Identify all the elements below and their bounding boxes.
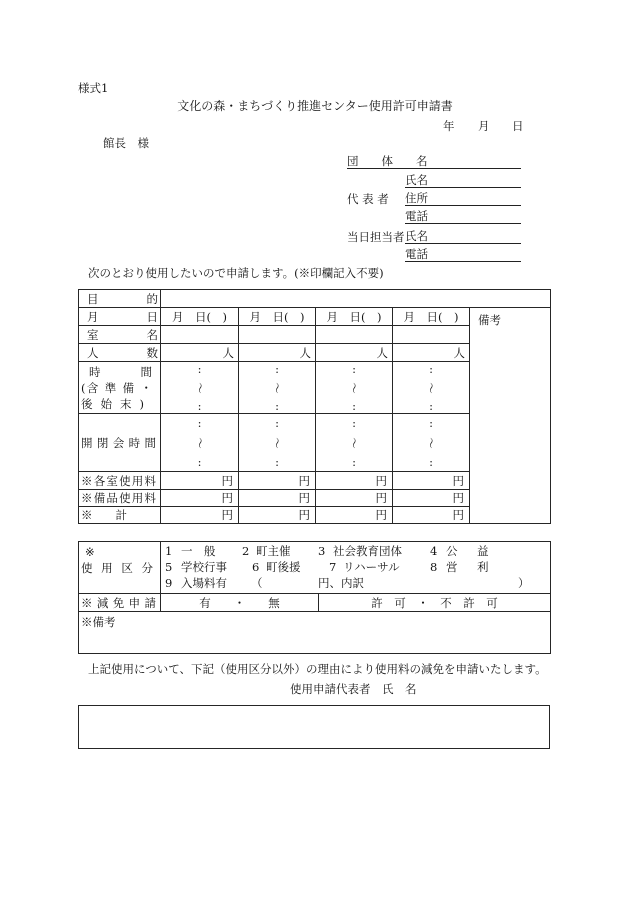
end-time-separator: : [275, 399, 279, 413]
time-range [161, 414, 238, 471]
range-mark: 〜 [192, 381, 207, 394]
range-mark: 〜 [347, 381, 361, 394]
usage-remarks-label: ※備考 [81, 615, 116, 629]
purpose-label: 目 的 [79, 290, 161, 308]
start-time-separator: : [197, 416, 202, 430]
usage-remarks-cell [79, 612, 551, 654]
start-time-separator: : [197, 362, 202, 376]
end-time-separator: : [275, 455, 279, 469]
room-fee-cell: 円 [239, 472, 316, 490]
open-close-cell [393, 414, 470, 472]
exemption-choice: 有 ・ 無 [161, 594, 319, 612]
equipment-fee-label: ※備品使用料 [79, 490, 161, 507]
exemption-statement: 上記使用について、下記（使用区分以外）の理由により使用料の減免を申請いたします。 [88, 662, 547, 676]
time-range [393, 414, 469, 471]
option-admission-fee: 入場料有 [181, 576, 227, 590]
start-time-separator: : [352, 362, 356, 376]
date-row [79, 308, 551, 326]
option-number: 1 [165, 544, 173, 558]
option-number: 5 [165, 560, 173, 574]
usage-time-label: 時 間 [89, 364, 152, 379]
option-commercial: 営 利 [446, 560, 493, 574]
total-cell: 円 [161, 507, 239, 524]
time-range [239, 362, 315, 413]
remarks-cell [470, 308, 551, 524]
form-number: 様式1 [78, 81, 109, 95]
addressee: 館長 様 [103, 136, 149, 150]
equipment-fee-cell: 円 [161, 490, 239, 507]
room-cell [316, 326, 393, 344]
onsite-phone-field [405, 247, 521, 262]
total-cell: 円 [316, 507, 393, 524]
usage-time-label-note: 後 始 末 ) [81, 396, 144, 411]
open-close-cell [161, 414, 239, 472]
option-public-interest: 公 益 [446, 544, 493, 558]
exemption-label: ※減免申請 [79, 594, 161, 612]
start-time-separator: : [429, 362, 433, 376]
room-fee-label: ※各室使用料 [79, 472, 161, 490]
option-general: 一 般 [181, 544, 216, 558]
usage-category-label-cell [79, 542, 161, 594]
start-time-separator: : [352, 416, 356, 430]
rep-phone-label: 電話 [405, 209, 428, 223]
option-number: 8 [430, 560, 438, 574]
usage-options [161, 542, 550, 593]
room-label: 室 名 [79, 326, 161, 344]
equipment-fee-cell: 円 [393, 490, 470, 507]
date-cell: 月 日( ) [161, 308, 239, 326]
option-number: 4 [430, 544, 438, 558]
option-social-education-group: 社会教育団体 [333, 544, 402, 558]
time-range [316, 414, 392, 471]
purpose-row [79, 290, 551, 308]
usage-time-label-note: (含 準 備 ・ [81, 380, 152, 395]
option-rehearsal: リハーサル [343, 560, 400, 574]
onsite-phone-label: 電話 [405, 247, 428, 261]
representative-label: 代 表 者 [347, 192, 389, 206]
exemption-row [79, 594, 551, 612]
purpose-field [161, 290, 551, 308]
range-mark: 〜 [347, 436, 361, 449]
remarks-label: 備考 [478, 313, 501, 327]
date-cell: 月 日( ) [316, 308, 393, 326]
admission-open-paren: （ [251, 576, 263, 590]
start-time-separator: : [429, 416, 433, 430]
range-mark: 〜 [424, 381, 438, 394]
form-title: 文化の森・まちづくり推進センター使用許可申請書 [177, 99, 453, 113]
option-town-sponsored: 町後援 [266, 560, 301, 574]
end-time-separator: : [197, 455, 202, 469]
schedule-table [78, 289, 551, 524]
onsite-name-field [405, 229, 521, 244]
date-cell: 月 日( ) [393, 308, 470, 326]
equipment-fee-cell: 円 [239, 490, 316, 507]
equipment-fee-cell: 円 [316, 490, 393, 507]
rep-phone-field [405, 209, 521, 224]
range-mark: 〜 [270, 381, 284, 394]
total-label: ※ 計 [79, 507, 161, 524]
usage-time-cell [239, 362, 316, 414]
intro-text: 次のとおり使用したいので申請します。(※印欄記入不要) [88, 266, 384, 280]
rep-address-label: 住所 [405, 191, 428, 205]
end-time-separator: : [352, 455, 356, 469]
usage-time-cell [161, 362, 239, 414]
option-number: 2 [242, 544, 250, 558]
usage-time-cell [316, 362, 393, 414]
room-cell [239, 326, 316, 344]
open-close-label: 開閉会時間 [79, 414, 161, 472]
usage-mark: ※ [85, 545, 95, 559]
option-number: 3 [318, 544, 326, 558]
date-label: 月 日 [79, 308, 161, 326]
usage-category-row [79, 542, 551, 594]
option-number: 7 [329, 560, 337, 574]
room-fee-cell: 円 [393, 472, 470, 490]
end-time-separator: : [197, 399, 202, 413]
time-range [393, 362, 469, 413]
rep-address-field [405, 191, 521, 206]
admission-yen-breakdown: 円、内訳 [318, 576, 364, 590]
date-cell: 月 日( ) [239, 308, 316, 326]
room-fee-cell: 円 [161, 472, 239, 490]
group-name-field [347, 154, 521, 169]
room-cell [393, 326, 470, 344]
onsite-name-label: 氏名 [405, 229, 428, 243]
option-town-hosted: 町主催 [256, 544, 291, 558]
usage-category-label: 使 用 区 分 [81, 561, 153, 575]
headcount-cell: 人 [239, 344, 316, 362]
date-month: 月 [478, 119, 490, 133]
start-time-separator: : [275, 416, 279, 430]
range-mark: 〜 [424, 436, 438, 449]
open-close-cell [316, 414, 393, 472]
headcount-cell: 人 [316, 344, 393, 362]
option-school-event: 学校行事 [181, 560, 227, 574]
usage-time-cell [393, 362, 470, 414]
room-fee-cell: 円 [316, 472, 393, 490]
time-range [161, 362, 238, 413]
date-day: 日 [512, 119, 524, 133]
option-number: 9 [165, 576, 173, 590]
end-time-separator: : [429, 399, 433, 413]
signature-label: 使用申請代表者 氏 名 [290, 682, 417, 696]
time-range [239, 414, 315, 471]
range-mark: 〜 [192, 436, 207, 449]
room-cell [161, 326, 239, 344]
reason-box [78, 705, 550, 749]
usage-remarks-row [79, 612, 551, 654]
end-time-separator: : [352, 399, 356, 413]
onsite-contact-label: 当日担当者 [347, 230, 405, 244]
headcount-cell: 人 [393, 344, 470, 362]
usage-time-label-cell [79, 362, 161, 414]
group-name-label: 団 体 名 [347, 154, 428, 168]
open-close-cell [239, 414, 316, 472]
option-number: 6 [252, 560, 260, 574]
usage-options-cell [161, 542, 551, 594]
range-mark: 〜 [270, 436, 284, 449]
usage-table [78, 541, 551, 654]
rep-name-field [405, 173, 521, 188]
headcount-cell: 人 [161, 344, 239, 362]
rep-name-label: 氏名 [405, 173, 428, 187]
total-cell: 円 [239, 507, 316, 524]
admission-close-paren: ） [518, 576, 530, 590]
total-cell: 円 [393, 507, 470, 524]
date-year: 年 [443, 119, 455, 133]
start-time-separator: : [275, 362, 279, 376]
permission-choice: 許 可 ・ 不 許 可 [319, 594, 551, 612]
end-time-separator: : [429, 455, 433, 469]
time-range [316, 362, 392, 413]
headcount-label: 人 数 [79, 344, 161, 362]
